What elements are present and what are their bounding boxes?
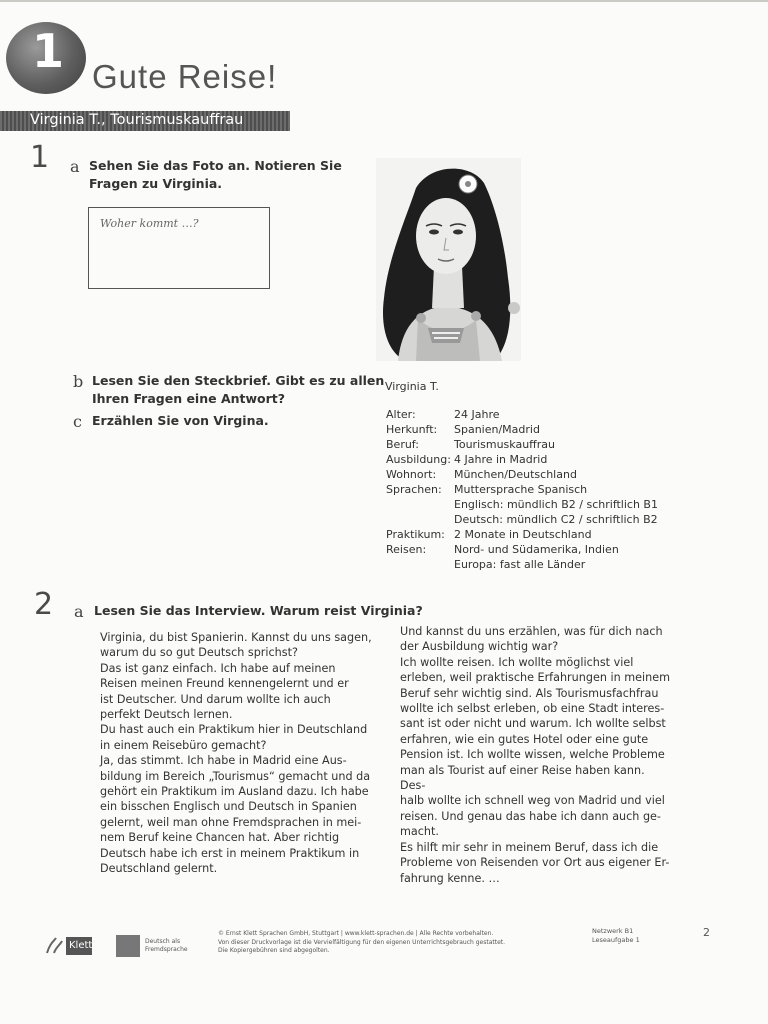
chapter-number: 1 — [31, 24, 64, 78]
interview-line: Ja, das stimmt. Ich habe in Madrid eine Aus- — [100, 754, 347, 768]
interview-line: Probleme von Reisenden vor Ort aus eigener Er- — [400, 856, 670, 870]
interview-line: ist Deutscher. Und darum wollte ich auch — [100, 692, 331, 706]
exercise-1a-text: Sehen Sie das Foto an. Notieren Sie Fragen zu Virginia. — [89, 158, 342, 191]
interview-column-1 — [100, 630, 375, 877]
interview-line: erleben, weil praktische Erfahrungen in meinem — [400, 671, 670, 685]
interview-line: gehört ein Praktikum im Ausland dazu. Ich habe — [100, 785, 369, 799]
interview-line: Deutsch habe ich erst in meinem Praktikum in — [100, 846, 360, 860]
interview-line: Beruf sehr wichtig sind. Als Tourismusfachfrau — [400, 686, 659, 700]
interview-line: Virginia, du bist Spanierin. Kannst du uns sagen, — [100, 631, 372, 644]
interview-line: fahrung kenne. … — [400, 871, 500, 885]
interview-line: gelernt, weil man ohne Fremdsprachen in mei- — [100, 815, 362, 829]
copyright-notice: © Ernst Klett Sprachen GmbH, Stuttgart | www.klett-sprachen.de | Alle Rechte vorbehalten. Von dieser Druckvorlage ist die Vervielfältigung für den eigenen Unterrichtsgebrauch gestattet. Die Kopiergebühren sind abgegolten. — [218, 930, 506, 954]
exercise-1-number: 1 — [30, 140, 50, 175]
exercise-1c-letter: c — [73, 412, 82, 431]
page-number: 2 — [703, 926, 710, 939]
interview-line: Ich wollte reisen. Ich wollte möglichst viel — [400, 655, 634, 669]
profile-name: Virginia T. — [385, 380, 439, 393]
daf-logo-square — [116, 935, 140, 957]
book-reference: Netzwerk B1 Leseaufgabe 1 — [592, 927, 640, 944]
interview-line: macht. — [400, 825, 439, 839]
virginia-photo — [376, 158, 521, 361]
exercise-1a-letter: a — [70, 157, 80, 176]
interview-line: warum du so gut Deutsch sprichst? — [100, 646, 298, 660]
daf-label: Deutsch als Fremdsprache — [145, 938, 188, 953]
chapter-title: Gute Reise! — [92, 58, 278, 95]
exercise-2-number: 2 — [34, 587, 54, 622]
interview-line: halb wollte ich schnell weg von Madrid und viel — [400, 794, 665, 808]
interview-line: der Ausbildung wichtig war? — [400, 640, 559, 654]
note-placeholder: Woher kommt …? — [100, 217, 199, 230]
exercise-1b-text: Lesen Sie den Steckbrief. Gibt es zu allen Ihren Fragen eine Antwort? — [92, 373, 385, 406]
exercise-2a-text: Lesen Sie das Interview. Warum reist Virginia? — [94, 603, 423, 618]
interview-line: sant ist oder nicht und warum. Ich wollte selbst — [400, 717, 666, 731]
exercise-1b-letter: b — [73, 372, 84, 391]
interview-column-2 — [400, 624, 670, 886]
interview-line: Und kannst du uns erzählen, was für dich nach — [400, 625, 663, 638]
interview-line: Pension ist. Ich wollte wissen, welche Probleme — [400, 748, 665, 762]
interview-line: nem Beruf keine Chancen hat. Aber richtig — [100, 831, 340, 845]
interview-line: wollte ich selbst erleben, ob eine Stadt interes- — [400, 702, 665, 716]
interview-line: Reisen meinen Freund kennengelernt und er — [100, 677, 349, 691]
exercise-1c-text: Erzählen Sie von Virgina. — [92, 413, 269, 428]
chapter-subtitle: Virginia T., Tourismuskauffrau — [30, 112, 244, 128]
scan-top-edge — [0, 0, 768, 2]
klett-logo-text: Klett — [69, 940, 93, 951]
exercise-2a-letter: a — [74, 602, 84, 621]
interview-line: man als Tourist auf einer Reise haben kann. Des- — [400, 763, 645, 793]
interview-line: bildung im Bereich „Tourismus“ gemacht und da — [100, 769, 371, 783]
interview-line: in einem Reisebüro gemacht? — [100, 738, 267, 752]
interview-line: Deutschland gelernt. — [100, 862, 218, 876]
interview-line: erfahren, wie ein gutes Hotel oder eine gute — [400, 732, 649, 746]
interview-line: Es hilft mir sehr in meinem Beruf, dass ich die — [400, 840, 659, 854]
interview-line: reisen. Und genau das habe ich dann auch ge- — [400, 809, 661, 823]
interview-line: Du hast auch ein Praktikum hier in Deutschland — [100, 723, 368, 737]
interview-line: ein bisschen Englisch und Deutsch in Spanien — [100, 800, 357, 814]
interview-line: Das ist ganz einfach. Ich habe auf meinen — [100, 661, 336, 675]
interview-line: perfekt Deutsch lernen. — [100, 708, 233, 722]
